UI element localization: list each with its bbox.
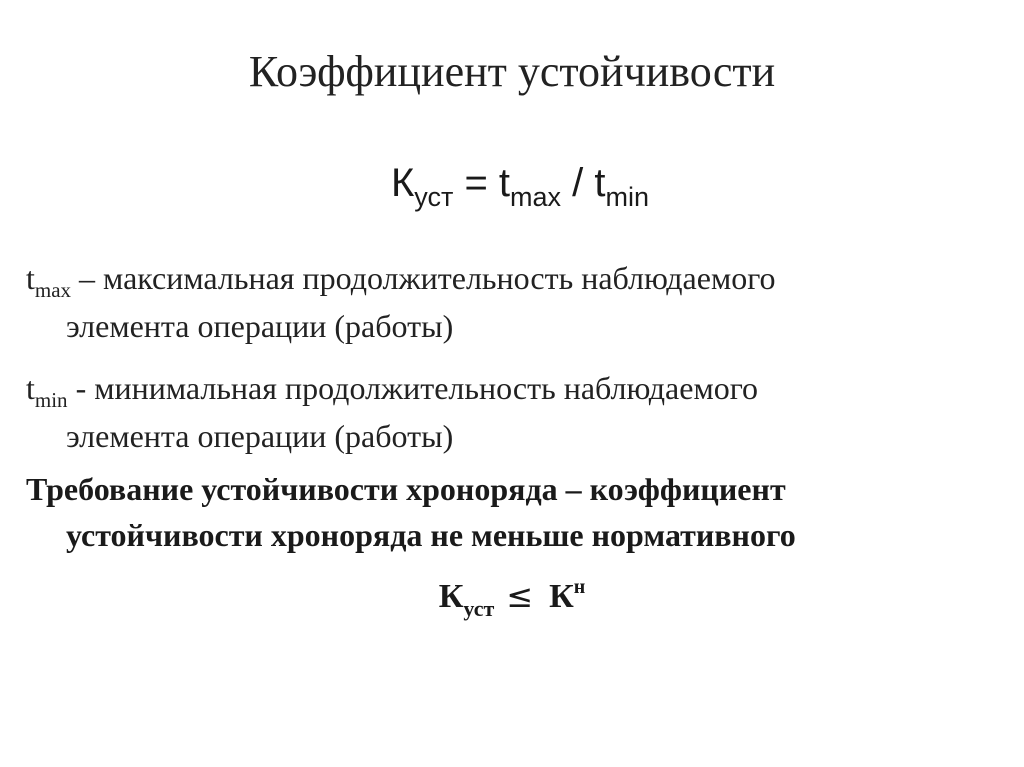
requirement-statement: [26, 466, 1006, 558]
requirement-line-1: Требование устойчивости хронорядa – коэффициент: [26, 471, 786, 507]
formula-lhs-subscript: уст: [414, 182, 454, 212]
definition-tmin: [26, 366, 1006, 458]
formula-lhs: К: [390, 161, 415, 205]
definition-tmax: [26, 256, 1006, 348]
inequality-rhs-superscript: н: [573, 576, 586, 598]
inequality-rhs: К: [549, 578, 574, 615]
definition-line: [26, 366, 1006, 414]
formula-numerator-subscript: max: [510, 182, 562, 212]
formula-denominator-subscript: min: [605, 182, 650, 212]
symbol-letter: t: [26, 370, 35, 406]
definition-continuation: элемента операции (работы): [66, 308, 454, 344]
inequality-lhs-subscript: уст: [463, 596, 495, 621]
formula-equals-t: = t: [453, 161, 511, 205]
definition-text: – максимальная продолжительность наблюдаемого: [71, 260, 776, 296]
symbol-letter: t: [26, 260, 35, 296]
stability-inequality: [0, 572, 1024, 625]
definition-symbol: [26, 260, 72, 302]
symbol-subscript: min: [34, 388, 68, 412]
requirement-line-2: устойчивости хронорядa не меньше нормативного: [66, 517, 796, 553]
definition-continuation: элемента операции (работы): [66, 418, 454, 454]
definition-text: - минимальная продолжительность наблюдаемого: [67, 370, 759, 406]
stability-formula: [0, 158, 1024, 212]
definition-line: [26, 256, 1006, 304]
inequality-lhs: К: [438, 578, 464, 615]
definition-symbol: [26, 370, 68, 412]
slide-title: Коэффициент устойчивости: [248, 47, 776, 96]
formula-divide-t: / t: [561, 161, 606, 205]
symbol-subscript: max: [34, 278, 72, 302]
inequality-relation: ≤: [506, 577, 534, 615]
